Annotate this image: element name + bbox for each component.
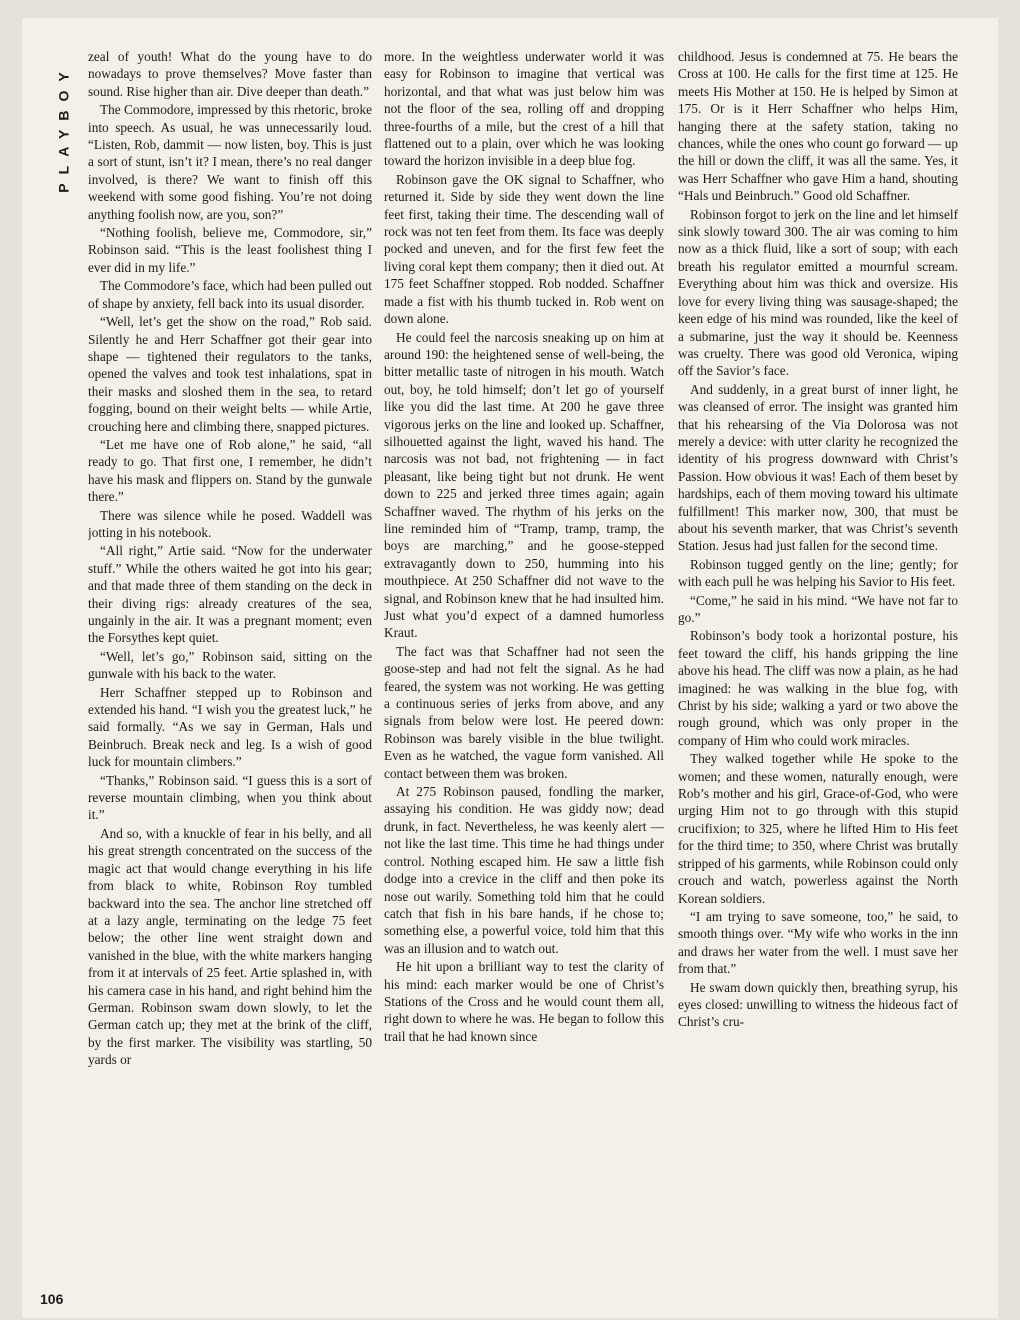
paragraph: He hit upon a brilliant way to test the clarity of his mind: each marker would be one of Christ’s Stations of the Cross and he would count them all, right down to where he was. He began to follow this trail that he had known since: [384, 959, 664, 1044]
text-column-3: [678, 48, 958, 1308]
paragraph: At 275 Robinson paused, fondling the marker, assaying his condition. He was giddy now; dead drunk, in fact. Nevertheless, he was keenly alert — not like the last time. This time he had things under control. Nothing escaped him. He saw a little fish dodge into a crevice in the cliff and then poke its nose out warily. Something told him that he could catch that fish in his bare hands, if he chose to; something else, a powerful voice, told him that this was an illusion and to watch out.: [384, 784, 664, 956]
paragraph: Herr Schaffner stepped up to Robinson and extended his hand. “I wish you the greatest luck,” he said formally. “As we say in German, Hals und Beinbruch. Break neck and leg. Is a wish of good luck for mountain climbers.”: [88, 684, 372, 770]
paragraph: “Well, let’s go,” Robinson said, sitting on the gunwale with his back to the water.: [88, 648, 372, 682]
paragraph: “Let me have one of Rob alone,” he said, “all ready to go. That first one, I remember, he didn’t have his mask and flippers on. Stand by the gunwale there.”: [88, 436, 372, 505]
paragraph: The Commodore, impressed by this rhetoric, broke into speech. As usual, he was unnecessarily loud. “Listen, Rob, dammit — now listen, boy. This is just a sort of stunt, isn’t it? I mean, there’s no real danger involved, is there? We want to finish off this weekend with some good fishing. You’re not doing anything foolish now, are you, son?”: [88, 102, 372, 222]
paragraph: He could feel the narcosis sneaking up on him at around 190: the heightened sense of well-being, the bitter metallic taste of nitrogen in his mouth. Watch out, boy, he told himself; don’t let go of yourself like you did the last time. At 200 he gave three vigorous jerks on the line and looked up. Schaffner, silhouetted against the light, waved his hand. The narcosis was not bad, not frightening — in fact pleasant, like being tight but not drunk. He went down to 225 and jerked three times again; again Schaffner waved. The rhythm of his jerks on the line reminded him of “Tramp, tramp, tramp, the boys are marching,” and he goose-stepped extravagantly down to 250, humming into his mouthpiece. At 250 Schaffner did not wave to the signal, and Robinson knew that he had insulted him. Just what you’d expect of a damned humorless Kraut.: [384, 329, 664, 641]
paragraph: There was silence while he posed. Waddell was jotting in his notebook.: [88, 507, 372, 540]
paragraph: “All right,” Artie said. “Now for the underwater stuff.” While the others waited he got into his gear; and that made three of them standing on the deck in their diving rigs: already creatures of the sea, ungainly in the air. It was a pregnant moment; even the Forsythes kept quiet.: [88, 543, 372, 646]
paragraph: And so, with a knuckle of fear in his belly, and all his great strength concentrated on the success of the magic act that would change everything in his life from black to white, Robinson Roy tumbled backward into the sea. The anchor line stretched off at a lazy angle, terminating on the ledge 75 feet below; the other line went straight down and vanished in the blue, with the white markers hanging from it at intervals of 25 feet. Artie splashed in, with his camera case in his hand, and right behind him the German. Robinson swam down slowly, to let the German catch up; they met at the brink of the cliff, by the first marker. The visibility was startling, 50 yards or: [88, 825, 372, 1068]
magazine-name: PLAYBOY: [56, 63, 73, 193]
paragraph: Robinson’s body took a horizontal posture, his feet toward the cliff, his hands gripping the line above his head. The cliff was now a plain, as he had imagined: he was walking in the blue fog, with Christ by his side; walking a yard or two above the rough ground, which was only proper in the company of Him who could work miracles.: [678, 628, 958, 748]
text-column-1: [88, 48, 372, 1308]
paragraph: “Come,” he said in his mind. “We have not far to go.”: [678, 592, 958, 625]
paragraph: Robinson tugged gently on the line; gently; for with each pull he was helping his Savior to His feet.: [678, 556, 958, 590]
text-column-2: [384, 48, 664, 1308]
page-number: 106: [40, 1291, 64, 1307]
paragraph: more. In the weightless underwater world it was easy for Robinson to imagine that vertical was horizontal, and that what was just below him was not the floor of the sea, rolling off and dropping three-fourths of a mile, but the crest of a hill that flattened out to a plain, over which he was looking toward the horizon invisible in a deep blue fog.: [384, 49, 664, 169]
paragraph: “Nothing foolish, believe me, Commodore, sir,” Robinson said. “This is the least foolishest thing I ever did in my life.”: [88, 225, 372, 275]
paragraph: Robinson forgot to jerk on the line and let himself sink slowly toward 300. The air was coming to him now as a thick fluid, like a sort of soup; with each breath his regulator emitted a mournful scream. Everything about him was thick and oversize. His love for every living thing was sausage-shaped; the keen edge of his mind was rounded, like the keel of a submarine, just the way it should be. Keenness was cruelty. There was good old Veronica, wiping off the Savior’s face.: [678, 206, 958, 379]
paragraph: “Well, let’s get the show on the road,” Rob said. Silently he and Herr Schaffner got their gear into shape — tightened their regulators to the tanks, opened the valves and took test inhalations, spat in their masks and sloshed them in the sea, to retard fogging, bound on their weight belts — while Artie, crouching here and climbing there, snapped pictures.: [88, 314, 372, 434]
paragraph: “Thanks,” Robinson said. “I guess this is a sort of reverse mountain climbing, when you think about it.”: [88, 772, 372, 823]
paragraph: “I am trying to save someone, too,” he said, to smooth things over. “My wife who works in the inn and draws her water from the well. I must save her from that.”: [678, 908, 958, 977]
running-head: [52, 48, 76, 208]
magazine-page: [22, 18, 998, 1318]
paragraph: Robinson gave the OK signal to Schaffner, who returned it. Side by side they went down the line feet first, taking their time. The descending wall of rock was not ten feet from them. Its face was deeply pocked and uneven, and for the first few feet the living coral kept them company; then it died out. At 175 feet Schaffner stopped. Rob nodded. Schaffner made a fist with his thumb tucked in. Rob went on down alone.: [384, 171, 664, 327]
paragraph: He swam down quickly then, breathing syrup, his eyes closed: unwilling to witness the hideous fact of Christ’s cru-: [678, 979, 958, 1030]
paragraph: They walked together while He spoke to the women; and these women, naturally enough, were Rob’s mother and his girl, Grace-of-God, who were urging Him not to go through with this stupid crucifixion; to 325, where he lifted Him to His feet for the third time; to 350, where Christ was brutally stripped of his garments, while Robinson could only crouch and watch, powerless against the North Korean soldiers.: [678, 751, 958, 906]
paragraph: zeal of youth! What do the young have to do nowadays to prove themselves? Move faster than sound. Rise higher than air. Dive deeper than death.”: [88, 49, 372, 99]
paragraph: And suddenly, in a great burst of inner light, he was cleansed of error. The insight was granted him that his rehearsing of the Via Dolorosa was not merely a device: with utter clarity he recognized the identity of his progress downward with Christ’s Passion. How obvious it was! Each of them beset by hardships, each of them moving toward his ultimate fulfillment! This marker now, 300, that must be about his seventh marker, that was Christ’s seventh Station. Jesus had just fallen for the second time.: [678, 381, 958, 554]
paragraph: The Commodore’s face, which had been pulled out of shape by anxiety, fell back into its usual disorder.: [88, 278, 372, 311]
paragraph: The fact was that Schaffner had not seen the goose-step and had not felt the signal. As he had feared, the system was not working. He was getting a continuous series of jerks from above, and any signals from below were lost. He peered down: Robinson was barely visible in the blue twilight. Even as he watched, the vague form vanished. All contact between them was broken.: [384, 643, 664, 781]
paragraph: childhood. Jesus is condemned at 75. He bears the Cross at 100. He calls for the first time at 125. He meets His Mother at 150. He is helped by Simon at 175. Or is it Herr Schaffner who helps Him, hanging there at the safety station, taking no chances, while the ones who count go forward — up the hill or down the cliff, it was all the same. Yes, it was Herr Schaffner who gave Him a hand, shouting “Hals und Beinbruch.” Good old Schaffner.: [678, 49, 958, 204]
